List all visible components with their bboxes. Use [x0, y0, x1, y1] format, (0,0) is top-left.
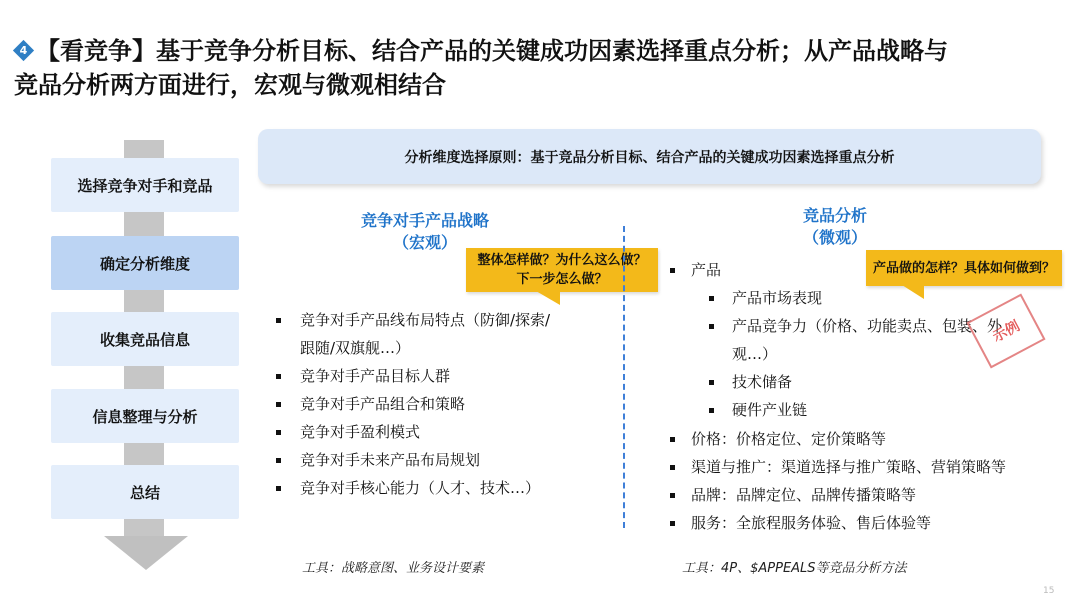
flow-step-3: 收集竞品信息 — [51, 312, 239, 366]
list-item: 竞争对手盈利模式 — [300, 423, 421, 441]
sub-list-item: 技术储备 — [732, 373, 793, 391]
list-item: 品牌：品牌定位、品牌传播策略等 — [691, 486, 917, 504]
bullet-icon — [670, 521, 675, 526]
left-heading-sub: （宏观） — [392, 233, 457, 252]
sub-list-item: 产品市场表现 — [732, 289, 823, 307]
sub-bullet-icon — [709, 380, 714, 385]
list-item: 价格：价格定位、定价策略等 — [691, 430, 887, 448]
sub-bullet-icon — [709, 408, 714, 413]
bullet-icon — [670, 465, 675, 470]
left-callout — [466, 248, 658, 292]
right-callout-text: 产品做的怎样？具体如何做到？ — [872, 260, 1055, 276]
bullet-icon — [276, 402, 281, 407]
left-heading-title: 竞争对手产品战略 — [360, 211, 489, 230]
right-tool-note: 工具：4P、$APPEALS等竞品分析方法 — [682, 561, 907, 576]
column-divider — [623, 226, 625, 528]
left-callout-tail — [536, 291, 560, 305]
right-callout-tail — [902, 285, 924, 299]
list-item: 服务：全旅程服务体验、售后体验等 — [691, 514, 932, 532]
page-title — [14, 34, 1074, 102]
title-line-1 — [14, 34, 1074, 68]
sub-list-item: 产品竞争力（价格、功能卖点、包装、外 — [732, 317, 1003, 335]
flow-step-5: 总结 — [51, 465, 239, 519]
list-item: 竞争对手产品线布局特点（防御/探索/ — [300, 311, 551, 329]
title-text-1: 【看竞争】基于竞争分析目标、结合产品的关键成功因素选择重点分析；从产品战略与 — [36, 37, 948, 65]
page-number: 15 — [1043, 586, 1055, 596]
bullet-icon — [276, 458, 281, 463]
list-item: 渠道与推广：渠道选择与推广策略、营销策略等 — [691, 458, 1007, 476]
list-item: 竞争对手产品组合和策略 — [300, 395, 466, 413]
right-heading-title: 竞品分析 — [802, 206, 867, 225]
bullet-icon — [670, 268, 675, 273]
bullet-icon — [670, 437, 675, 442]
right-heading — [755, 205, 915, 249]
flow-step-4: 信息整理与分析 — [51, 389, 239, 443]
right-callout — [866, 250, 1062, 286]
bullet-icon — [276, 318, 281, 323]
list-item-continued: 跟随/双旗舰…） — [300, 339, 411, 357]
bullet-icon — [276, 486, 281, 491]
list-item: 竞争对手产品目标人群 — [300, 367, 451, 385]
list-item-product: 产品 — [691, 261, 722, 279]
flow-step-2: 确定分析维度 — [51, 236, 239, 290]
flow-arrow-icon — [104, 536, 188, 570]
bullet-icon — [276, 374, 281, 379]
example-stamp: 示例 — [966, 293, 1045, 368]
left-tool-note: 工具：战略意图、业务设计要素 — [302, 561, 485, 576]
left-callout-line-1: 整体怎样做？为什么这么做？ — [477, 253, 647, 268]
bullet-icon — [276, 430, 281, 435]
list-item: 竞争对手未来产品布局规划 — [300, 451, 481, 469]
sub-list-item: 硬件产业链 — [732, 401, 808, 419]
flow-step-1: 选择竞争对手和竞品 — [51, 158, 239, 212]
list-item: 竞争对手核心能力（人才、技术…） — [300, 479, 541, 497]
right-heading-sub: （微观） — [802, 228, 867, 247]
bullet-icon — [670, 493, 675, 498]
sub-bullet-icon — [709, 296, 714, 301]
left-callout-line-2: 下一步怎么做？ — [516, 272, 608, 287]
sub-list-item-continued: 观…） — [732, 345, 778, 363]
title-line-2: 竞品分析两方面进行，宏观与微观相结合 — [14, 71, 446, 99]
principle-banner: 分析维度选择原则：基于竞品分析目标、结合产品的关键成功因素选择重点分析 — [258, 129, 1041, 184]
sub-bullet-icon — [709, 324, 714, 329]
number-badge-icon: 4 — [14, 41, 33, 60]
